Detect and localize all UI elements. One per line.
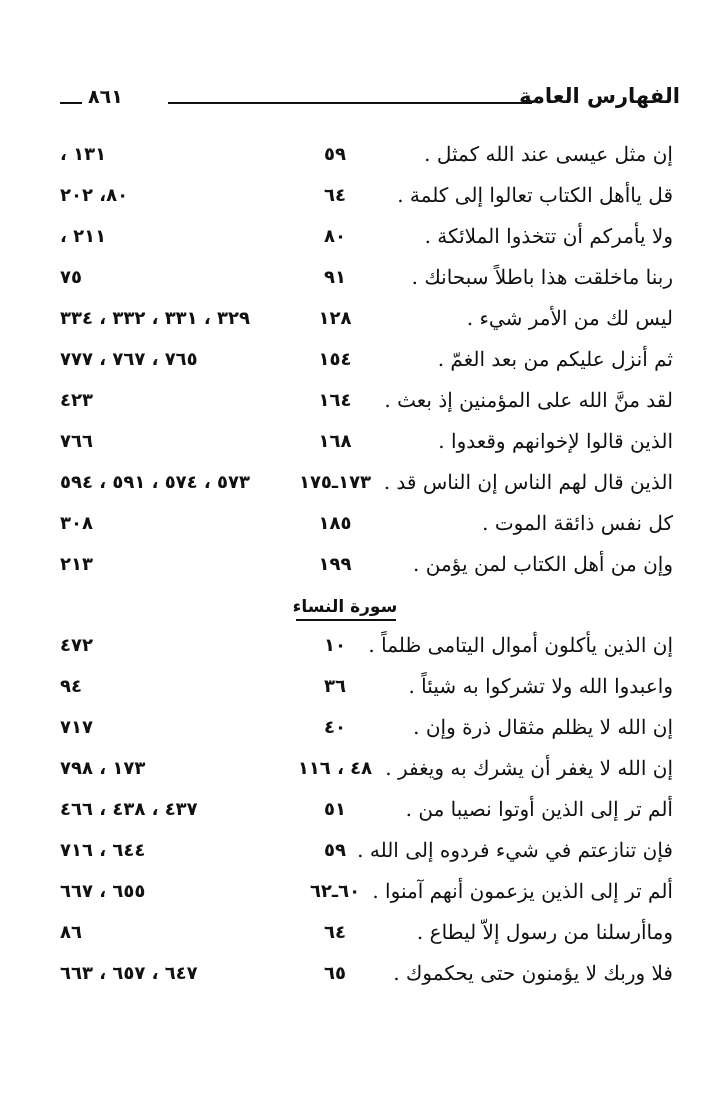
verse-text: ليس لك من الأمر شيء . <box>466 306 673 330</box>
page-references: ٦٥٥ ، ٦٦٧ <box>60 881 146 902</box>
ayah-number: ٥٩ <box>324 144 346 165</box>
page-references: ٨٠، ٢٠٢ <box>60 185 129 206</box>
page-references: ٣٠٨ <box>60 513 93 534</box>
ayah-number: ٩١ <box>324 267 346 288</box>
header-dash <box>60 102 82 104</box>
verse-text: كل نفس ذائقة الموت . <box>482 511 673 535</box>
page-references: ٧٥ <box>60 267 82 288</box>
ayah-number: ٤٠ <box>324 717 346 738</box>
verse-text: إن الذين يأكلون أموال اليتامى ظلماً . <box>368 633 673 657</box>
page-references: ٧٦٦ <box>60 431 93 452</box>
surah-heading <box>0 589 713 629</box>
verse-text: ألم تر إلى الذين يزعمون أنهم آمنوا . <box>372 879 673 903</box>
index-row <box>0 261 713 302</box>
page-number: ٨٦١ <box>88 86 123 108</box>
index-row <box>0 425 713 466</box>
ayah-number: ١٥٤ <box>318 349 352 370</box>
index-row <box>0 179 713 220</box>
index-row <box>0 834 713 875</box>
verse-text: إن الله لا يغفر أن يشرك به ويغفر . <box>385 756 673 780</box>
index-row <box>0 670 713 711</box>
verse-text: إن مثل عيسى عند الله كمثل . <box>424 142 673 166</box>
page-references: ٢١٣ <box>60 554 93 575</box>
ayah-number: ٥١ <box>324 799 346 820</box>
verse-text: لقد منَّ الله على المؤمنين إذ بعث . <box>384 388 673 412</box>
index-row <box>0 957 713 998</box>
index-row <box>0 466 713 507</box>
index-table <box>0 138 713 998</box>
ayah-number: ٦٠ـ٦٢ <box>309 881 361 902</box>
index-row <box>0 629 713 670</box>
ayah-number: ٤٨ ، ١١٦ <box>297 758 373 779</box>
index-row <box>0 875 713 916</box>
page-references: ٨٦ <box>60 922 82 943</box>
ayah-number: ١٦٨ <box>318 431 352 452</box>
ayah-number: ١٦٤ <box>318 390 352 411</box>
index-row <box>0 384 713 425</box>
verse-text: الذين قال لهم الناس إن الناس قد . <box>383 470 673 494</box>
ayah-number: ١٢٨ <box>318 308 352 329</box>
index-row <box>0 220 713 261</box>
ayah-number: ٦٤ <box>324 185 346 206</box>
ayah-number: ١٧٣ـ١٧٥ <box>298 472 372 493</box>
page-references: ٧١٧ <box>60 717 93 738</box>
page-references: ٦٤٧ ، ٦٥٧ ، ٦٦٣ <box>60 963 198 984</box>
index-row <box>0 711 713 752</box>
index-row <box>0 793 713 834</box>
index-row <box>0 507 713 548</box>
page-header <box>60 80 680 114</box>
index-row <box>0 343 713 384</box>
page-references: ٣٢٩ ، ٣٣١ ، ٣٣٢ ، ٣٣٤ <box>60 308 250 329</box>
page-references: ٦٤٤ ، ٧١٦ <box>60 840 146 861</box>
verse-text: فلا وربك لا يؤمنون حتى يحكموك . <box>393 961 673 985</box>
verse-text: ولا يأمركم أن تتخذوا الملائكة . <box>424 224 673 248</box>
verse-text: وإن من أهل الكتاب لمن يؤمن . <box>413 552 673 576</box>
index-row <box>0 548 713 589</box>
page-references: ٤٧٢ <box>60 635 93 656</box>
verse-text: ثم أنزل عليكم من بعد الغمّ . <box>437 347 673 371</box>
ayah-number: ٨٠ <box>324 226 346 247</box>
page-references: ١٣١ ، <box>60 144 107 165</box>
ayah-number: ١٨٥ <box>318 513 352 534</box>
verse-text: وماأرسلنا من رسول إلاّ ليطاع . <box>416 920 673 944</box>
page-references: ٤٣٧ ، ٤٣٨ ، ٤٦٦ <box>60 799 198 820</box>
verse-text: فإن تنازعتم في شيء فردوه إلى الله . <box>357 838 673 862</box>
verse-text: ألم تر إلى الذين أوتوا نصيبا من . <box>405 797 673 821</box>
header-rule <box>168 102 532 104</box>
surah-underline <box>296 619 396 621</box>
page-references: ٤٢٣ <box>60 390 93 411</box>
ayah-number: ١٩٩ <box>318 554 352 575</box>
ayah-number: ٣٦ <box>324 676 346 697</box>
ayah-number: ١٠ <box>324 635 346 656</box>
index-row <box>0 138 713 179</box>
verse-text: قل ياأهل الكتاب تعالوا إلى كلمة . <box>397 183 673 207</box>
page-references: ٥٧٣ ، ٥٧٤ ، ٥٩١ ، ٥٩٤ <box>60 472 250 493</box>
page-references: ٧٦٥ ، ٧٦٧ ، ٧٧٧ <box>60 349 198 370</box>
page-references: ١٧٣ ، ٧٩٨ <box>60 758 146 779</box>
index-row <box>0 916 713 957</box>
index-row <box>0 302 713 343</box>
verse-text: الذين قالوا لإخوانهم وقعدوا . <box>438 429 673 453</box>
running-title: الفهارس العامة <box>519 84 680 108</box>
ayah-number: ٥٩ <box>324 840 346 861</box>
ayah-number: ٦٤ <box>324 922 346 943</box>
verse-text: ربنا ماخلقت هذا باطلاً سبحانك . <box>411 265 673 289</box>
verse-text: واعبدوا الله ولا تشركوا به شيئاً . <box>408 674 673 698</box>
page-references: ٩٤ <box>60 676 82 697</box>
verse-text: إن الله لا يظلم مثقال ذرة وإن . <box>413 715 673 739</box>
index-row <box>0 752 713 793</box>
surah-title: سورة النساء <box>292 597 398 617</box>
ayah-number: ٦٥ <box>324 963 346 984</box>
page-references: ٢١١ ، <box>60 226 107 247</box>
